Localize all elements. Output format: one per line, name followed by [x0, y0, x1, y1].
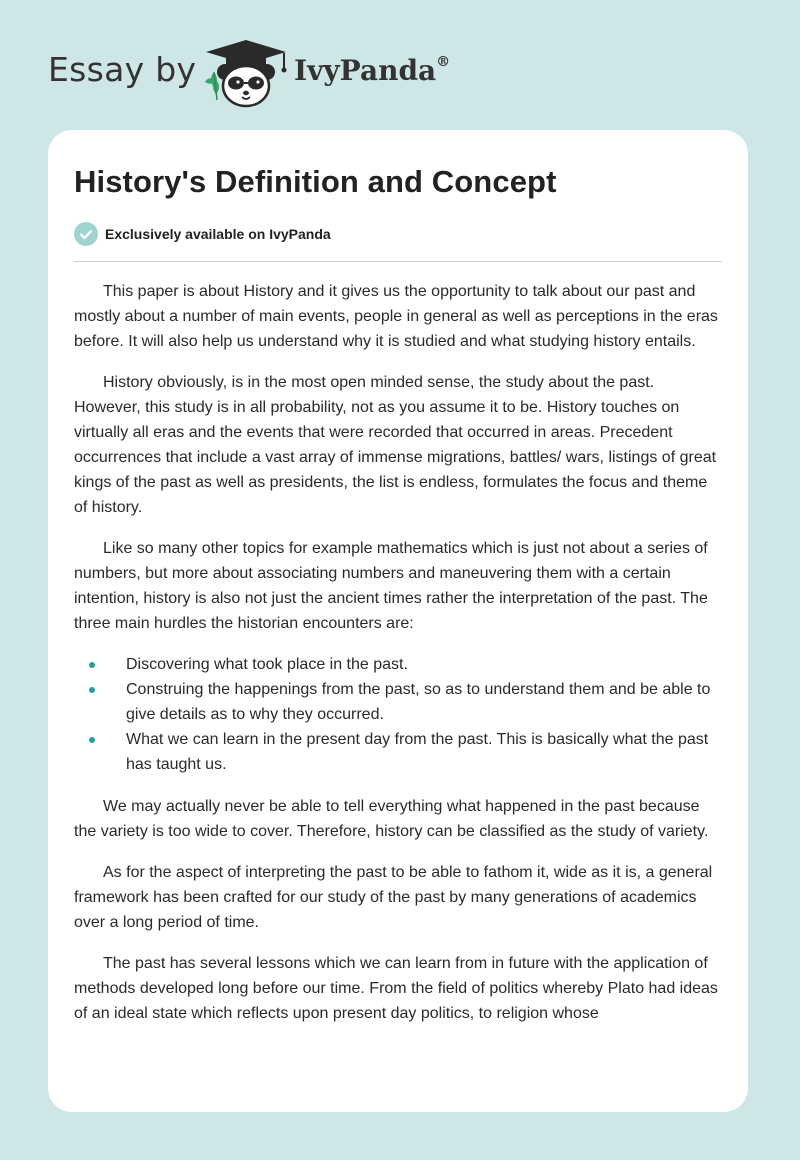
registered-mark: ® — [436, 53, 451, 70]
hurdles-list — [74, 652, 724, 777]
brand-name[interactable] — [294, 54, 450, 87]
exclusive-badge — [74, 222, 331, 246]
page-title: History's Definition and Concept — [74, 164, 557, 199]
site-header — [0, 0, 800, 120]
divider — [74, 261, 722, 262]
check-circle-icon — [74, 222, 98, 246]
article-body — [74, 279, 724, 1042]
bullet-dot-icon — [89, 687, 95, 693]
essay-card — [48, 130, 748, 1112]
bullet-dot-icon — [89, 737, 95, 743]
list-item — [74, 652, 724, 677]
list-item — [74, 727, 724, 777]
essay-by-label: Essay by — [48, 50, 197, 89]
panda-graduate-icon — [200, 36, 292, 110]
list-item-text: What we can learn in the present day from the past. This is basically what the past has taught us. — [126, 731, 709, 773]
paragraph: As for the aspect of interpreting the past to be able to fathom it, wide as it is, a general framework has been crafted for our study of the past by many generations of academics over a long period of time. — [74, 864, 713, 931]
list-item-text: Discovering what took place in the past. — [126, 656, 408, 673]
paragraph: We may actually never be able to tell everything what happened in the past because the variety is too wide to cover. Therefore, history can be classified as the study of variety. — [74, 798, 709, 840]
paragraph: The past has several lessons which we can learn from in future with the application of methods developed long before our time. From the field of politics whereby Plato had ideas of an ideal state which reflects upon present day politics, to religion whose — [74, 955, 718, 1022]
brand-name-text: IvyPanda — [294, 54, 437, 87]
paragraph: History obviously, is in the most open minded sense, the study about the past. However, this study is in all probability, not as you assume it to be. History touches on virtually all eras and the events that were recorded that occurred in areas. Precedent occurrences that include a vast array of immense migrations, battles/ wars, listings of great kings of the past as well as presidents, the list is endless, formulates the focus and theme of history. — [74, 374, 717, 516]
paragraph: Like so many other topics for example mathematics which is just not about a series of numbers, but more about associating numbers and maneuvering them with a certain intention, history is also not just the ancient times rather the interpretation of the past. The three main hurdles the historian encounters are: — [74, 540, 708, 632]
list-item — [74, 677, 724, 727]
list-item-text: Construing the happenings from the past, so as to understand them and be able to give details as to why they occurred. — [126, 681, 711, 723]
exclusive-badge-label: Exclusively available on IvyPanda — [105, 226, 331, 242]
paragraph: This paper is about History and it gives us the opportunity to talk about our past and mostly about a number of main events, people in general as well as perceptions in the eras before. It will also help us understand why it is studied and what studying history entails. — [74, 283, 718, 350]
bullet-dot-icon — [89, 662, 95, 668]
